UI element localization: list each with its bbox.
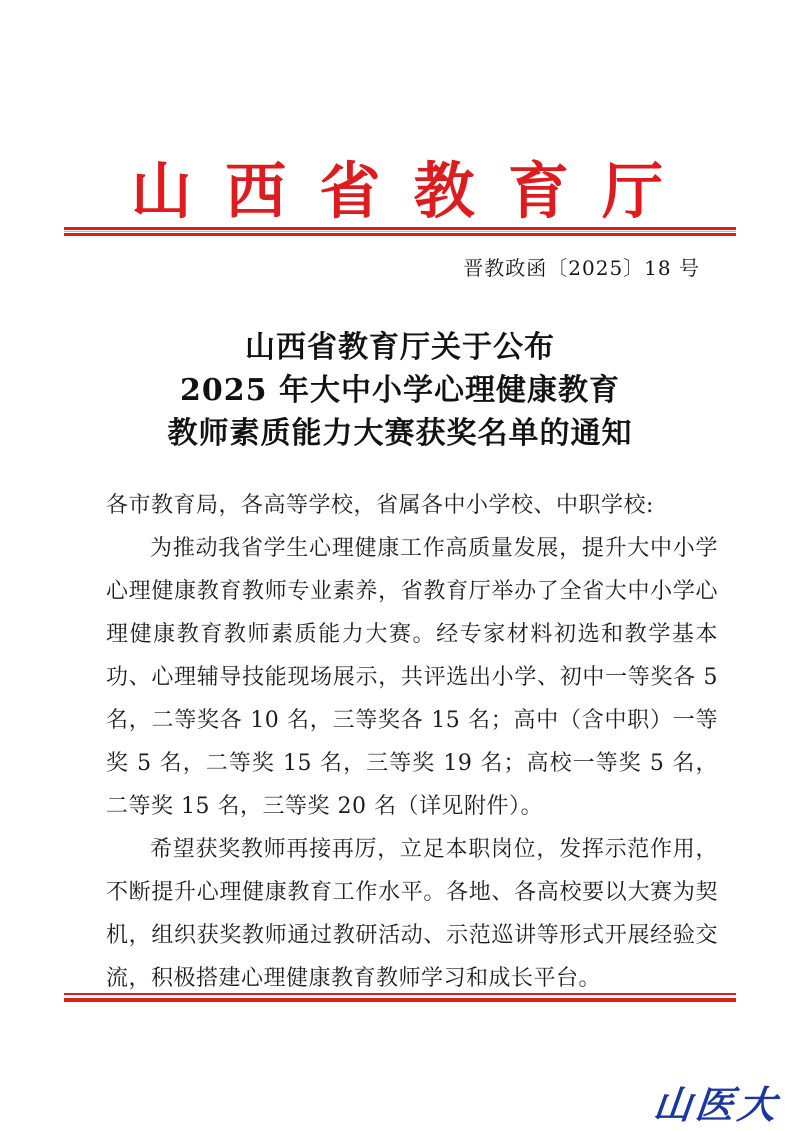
agency-header: 山 西 省 教 育 厅 — [130, 156, 670, 227]
document-title — [0, 326, 800, 455]
body-paragraph-1: 为推动我省学生心理健康工作高质量发展，提升大中小学心理健康教育教师专业素养，省教育厅举办了全省大中小学心理健康教育教师素质能力大赛。经专家材料初选和教学基本功、心理辅导技能现场展示，共评选出小学、初中一等奖各 5 名，二等奖各 10 名，三等奖各 15 名；高中（含中职）一等奖 5 名，二等奖 15 名，三等奖 19 名；高校一等奖 5 名，二等奖 15 名，三等奖 20 名（详见附件）。 — [106, 536, 718, 819]
document-body — [106, 484, 718, 1000]
university-logo-watermark: 山医大 — [651, 1082, 783, 1127]
title-line-1: 山西省教育厅关于公布 — [245, 330, 555, 365]
title-line-3: 教师素质能力大赛获奖名单的通知 — [167, 416, 633, 451]
document-number: 晋教政函〔2025〕18 号 — [463, 256, 700, 280]
title-line-2: 2025 年大中小学心理健康教育 — [180, 373, 620, 408]
body-paragraph-2: 希望获奖教师再接再厉，立足本职岗位，发挥示范作用，不断提升心理健康教育工作水平。各地、各高校要以大赛为契机，组织获奖教师通过教研活动、示范巡讲等形式开展经验交流，积极搭建心理健康教育教师学习和成长平台。 — [106, 837, 718, 991]
footer-divider-rule — [64, 993, 736, 1002]
salutation-line: 各市教育局，各高等学校，省属各中小学校、中职学校: — [106, 493, 654, 518]
header-divider-rule — [64, 227, 736, 236]
